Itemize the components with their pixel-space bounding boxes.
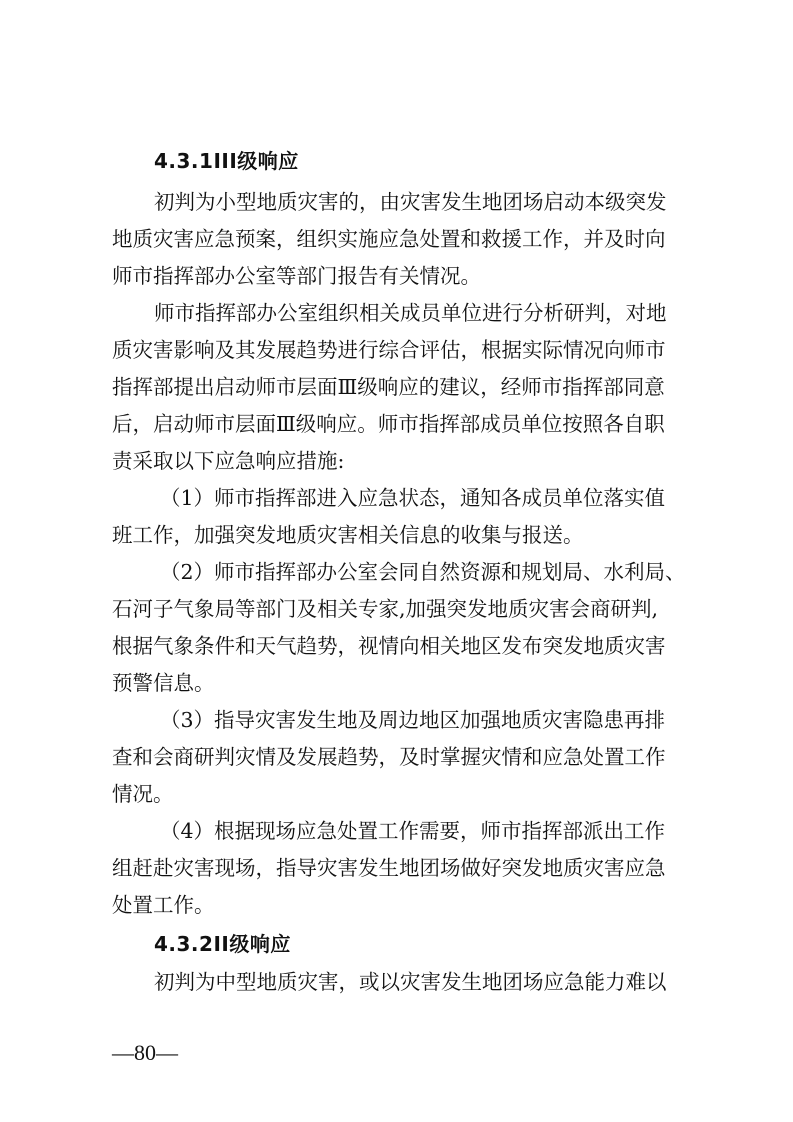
paragraph-line: 初判为中型地质灾害，或以灾害发生地团场应急能力难以 — [154, 970, 667, 994]
section-heading-4-3-2: 4.3.2II级响应 — [154, 932, 291, 956]
list-item-line: 处置工作。 — [112, 893, 215, 917]
list-item-line: （2）师市指挥部办公室会同自然资源和规划局、水利局、 — [160, 560, 686, 584]
paragraph-line: 师市指挥部办公室等部门报告有关情况。 — [112, 264, 481, 288]
list-item-line: （1）师市指挥部进入应急状态，通知各成员单位落实值 — [160, 486, 666, 510]
list-item-line: 查和会商研判灾情及发展趋势，及时掌握灾情和应急处置工作 — [112, 745, 666, 769]
list-item-line: （3）指导灾害发生地及周边地区加强地质灾害隐患再排 — [160, 708, 666, 732]
list-item-line: 班工作，加强突发地质灾害相关信息的收集与报送。 — [112, 523, 584, 547]
list-item-line: （4）根据现场应急处置工作需要，师市指挥部派出工作 — [160, 819, 666, 843]
list-item-line: 根据气象条件和天气趋势，视情向相关地区发布突发地质灾害 — [112, 634, 666, 658]
paragraph-line: 质灾害影响及其发展趋势进行综合评估，根据实际情况向师市 — [112, 338, 666, 362]
list-item-line: 情况。 — [112, 782, 174, 806]
paragraph-line: 指挥部提出启动师市层面Ⅲ级响应的建议，经师市指挥部同意 — [112, 375, 665, 399]
paragraph-line: 初判为小型地质灾害的，由灾害发生地团场启动本级突发 — [154, 190, 667, 214]
section-heading-4-3-1: 4.3.1III级响应 — [154, 149, 299, 173]
list-item-line: 石河子气象局等部门及相关专家,加强突发地质灾害会商研判, — [112, 597, 659, 621]
page-number: —80— — [112, 1040, 178, 1065]
list-item-line: 组赶赴灾害现场，指导灾害发生地团场做好突发地质灾害应急 — [112, 856, 666, 880]
paragraph-line: 师市指挥部办公室组织相关成员单位进行分析研判，对地 — [154, 301, 667, 325]
list-item-line: 预警信息。 — [112, 671, 215, 695]
paragraph-line: 后，启动师市层面Ⅲ级响应。师市指挥部成员单位按照各自职 — [112, 412, 665, 436]
paragraph-line: 地质灾害应急预案，组织实施应急处置和救援工作，并及时向 — [112, 227, 666, 251]
paragraph-line: 责采取以下应急响应措施: — [112, 449, 345, 473]
